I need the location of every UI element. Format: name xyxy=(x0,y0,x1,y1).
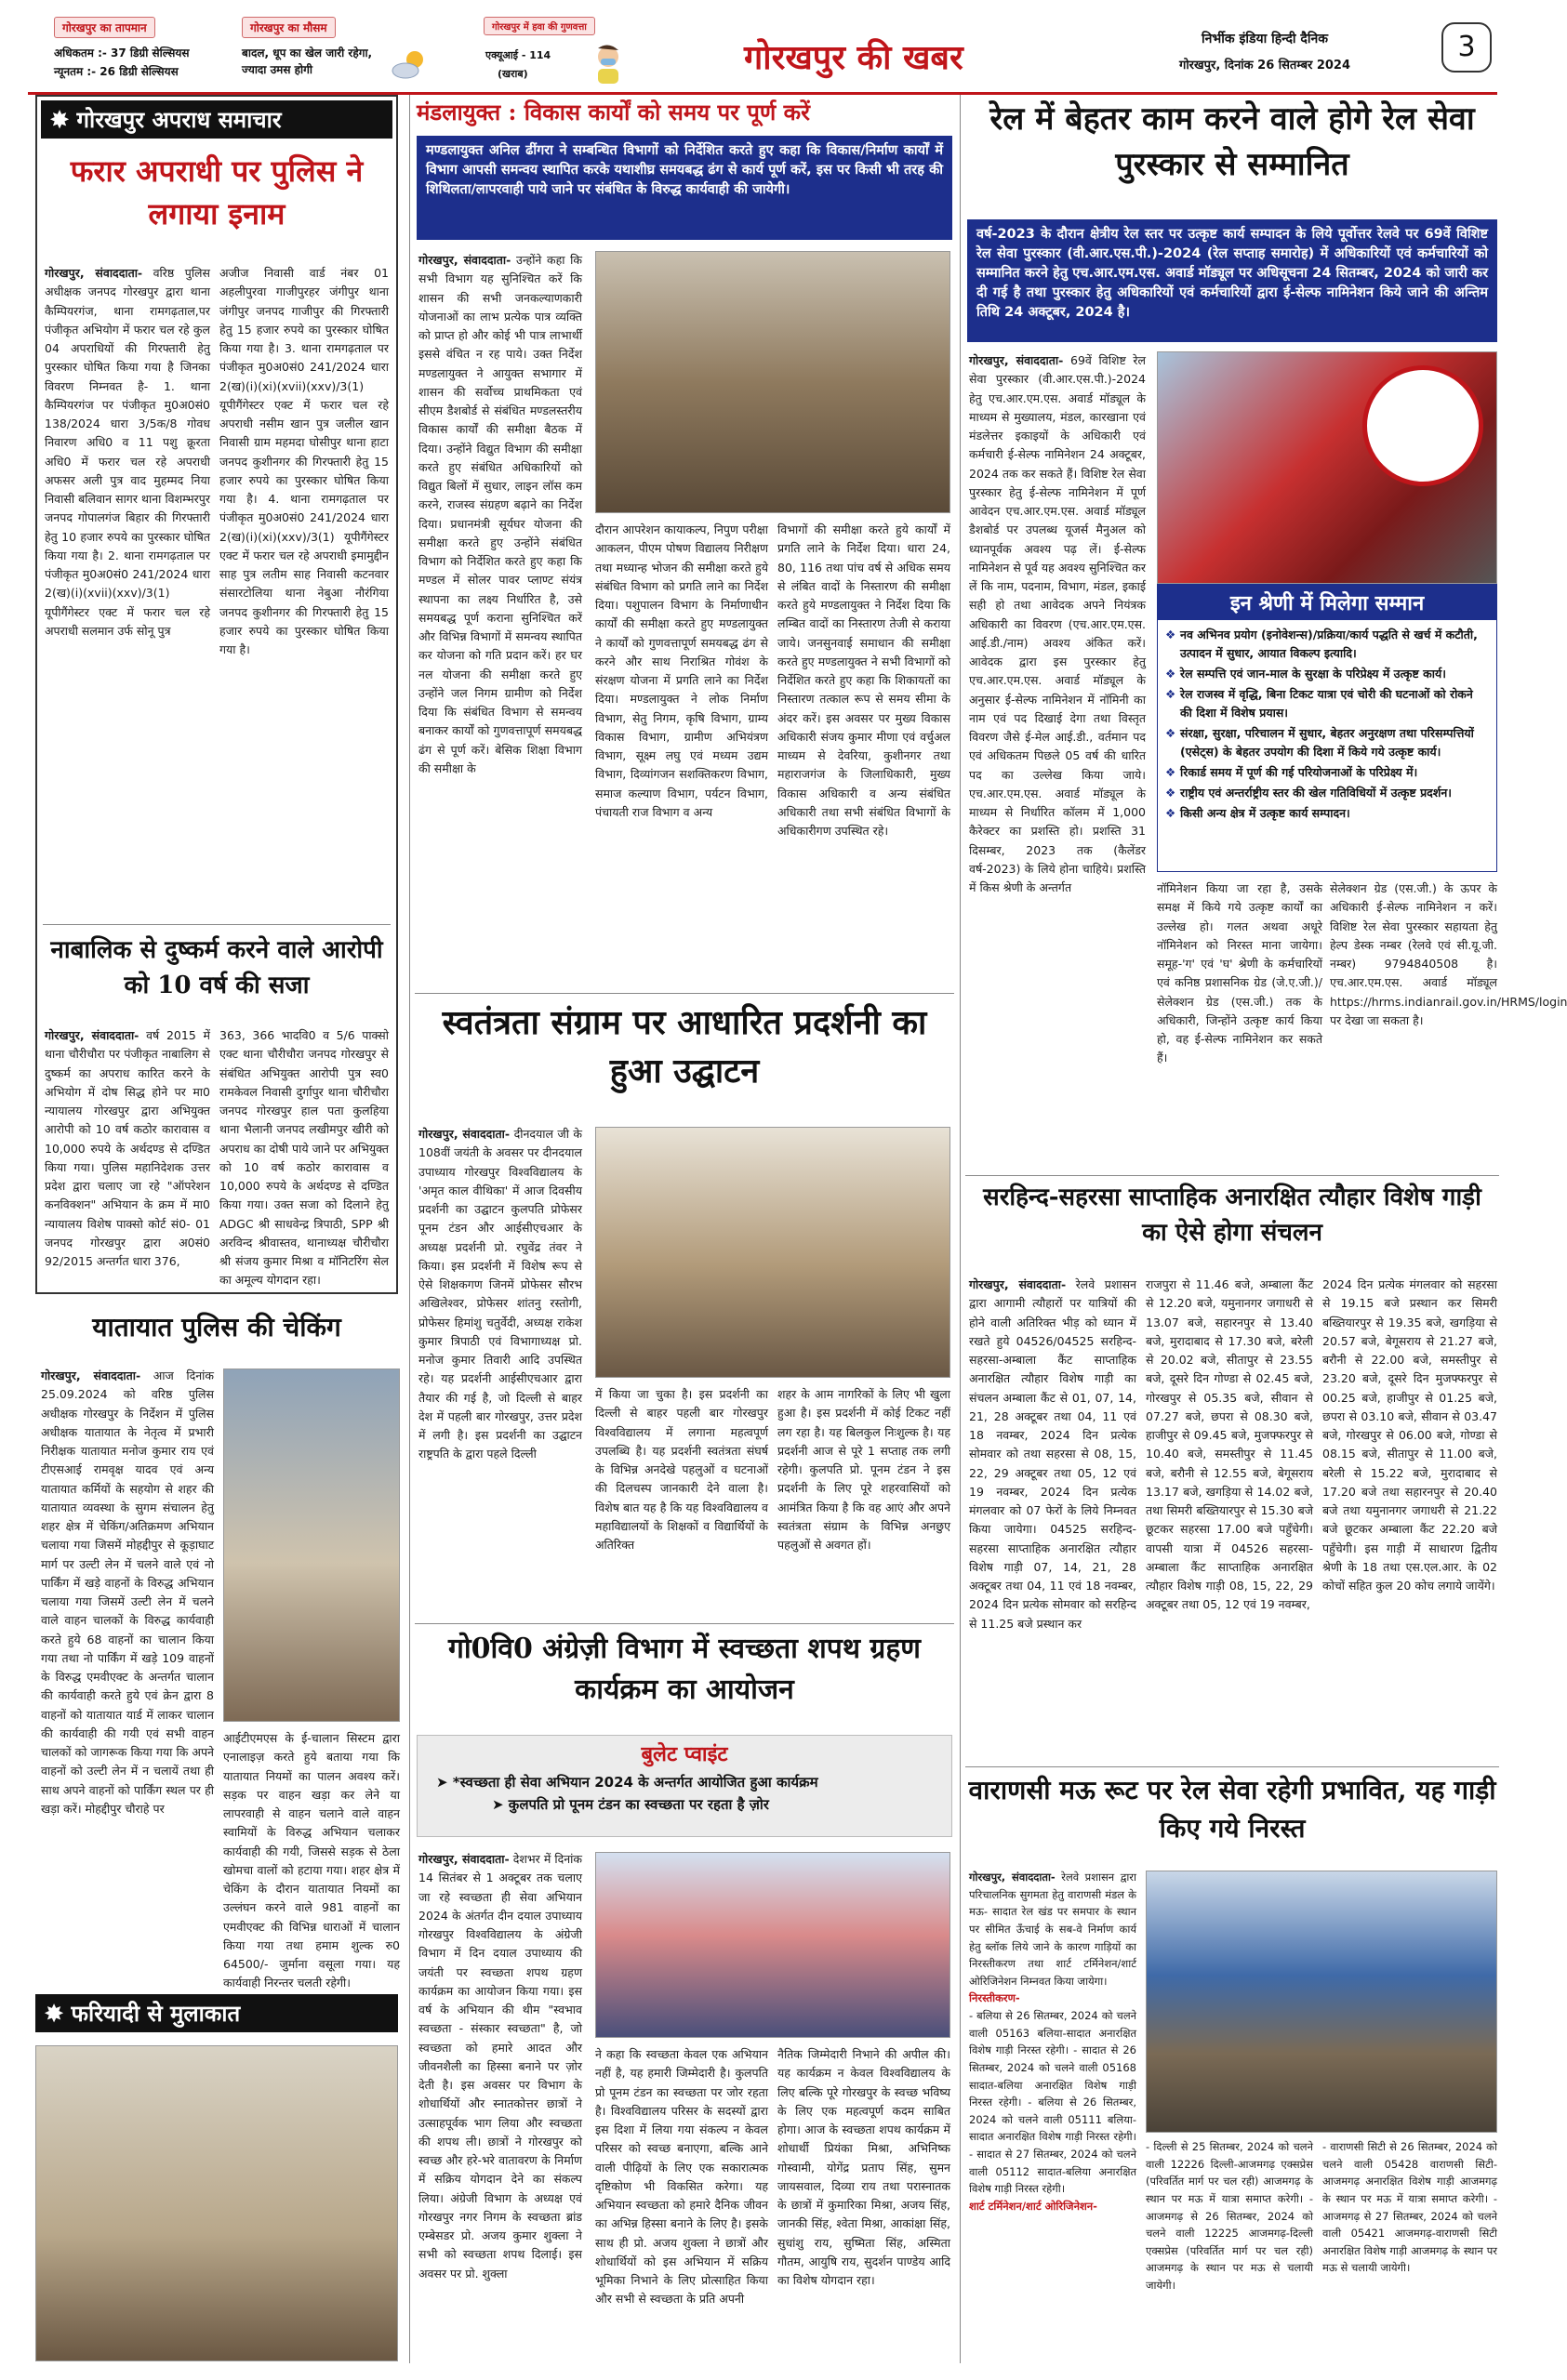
cloud-sun-icon xyxy=(391,48,428,80)
mandal-col2: दौरान आपरेशन कायाकल्प, निपुण परीक्षा आकलन, पीएम पोषण विद्यालय निरीक्षण तथा मध्यान्ह भोजन की समीक्षा करते हुये संबंधित विभाग को प्रगति लाने का निर्देश दिया। पशुपालन विभाग के निर्माणाधीन कार्यों की समीक्षा करते हुए मण्डलायुक्त ने कार्यों को गुणवत्तापूर्ण समयबद्ध ढंग से करने और साथ निराश्रित गोवंश के संरक्षण योजना में प्रगति लाने का निर्देश दिया। मण्डलायुक्त ने लोक निर्माण विभाग, सेतु निगम, कृषि विभाग, ग्राम्य विकास विभाग, ग्रामीण अभियंत्रण विभाग, सूक्ष्म लघु एवं मध्यम उद्यम विभाग, दिव्यांगजन सशक्तिकरण विभाग, समाज कल्याण विभाग, पर्यटन विभाग, पंचायती राज विभाग व अन्य xyxy=(595,522,768,819)
page-number: 3 xyxy=(1441,22,1492,73)
cat-item: ❖ संरक्षा, सुरक्षा, परिचालन में सुधार, बेहतर अनुरक्षण तथा परिसम्पत्तियों (एसेट्स) के बेहतर उपयोग की दिशा में किये गये उत्कृष्ट कार्य। xyxy=(1165,724,1489,761)
temp-label: गोरखपुर का तापमान xyxy=(54,17,155,38)
special-col3: 2024 दिन प्रत्येक मंगलवार को सहरसा से 19.15 बजे प्रस्थान कर सिमरी बख्तियारपुर से 19.35 बजे, खगड़िया से 20.57 बजे, बेगूसराय से 21.27 बजे, बरौनी से 22.00 बजे, समस्तीपुर से 23.20 बजे, दूसरे दिन मुजफ्फरपुर से 00.25 बजे, हाजीपुर से 01.25 बजे, छपरा से 03.10 बजे, सीवान से 03.47 बजे, गोरखपुर से 06.00 बजे, गोण्डा से 08.15 बजे, सीतापुर से 11.00 बजे, बरेली से 15.22 बजे, मुरादाबाद से 17.20 बजे तथा सहारनपुर से 20.40 बजे तथा यमुनानगर जगाधरी से 21.22 बजे छूटकर अम्बाला कैंट 22.20 बजे पहुँचेगी। इस गाड़ी में साधारण द्वितीय श्रेणी के 18 तथा एस.एल.आर. के 02 कोचों सहित कुल 20 कोच लगाये जायेंगे। xyxy=(1322,1277,1497,1593)
special-col1: गोरखपुर, संवाददाता- रेलवे प्रशासन द्वारा आगामी त्यौहारों पर यात्रियों की होने वाली अतिरिक्त भीड़ को ध्यान में रखते हुये 04526/04525 सरहिन्द-सहरसा-अम्बाला कैंट साप्ताहिक अनारक्षित त्यौहार विशेष गाड़ी का संचलन अम्बाला कैंट से 01, 07, 14, 21, 28 अक्टूबर तथा 04, 11 एवं 18 नवम्बर, 2024 दिन प्रत्येक सोमवार को तथा सहरसा से 08, 15, 22, 29 अक्टूबर तथा 05, 12 एवं 19 नवम्बर, 2024 दिन प्रत्येक मंगलवार को 07 फेरों के लिये निम्नवत किया जायेगा। 04525 सरहिन्द-सहरसा साप्ताहिक अनारक्षित त्यौहार विशेष गाड़ी 07, 14, 21, 28 अक्टूबर तथा 04, 11 एवं 18 नवम्बर, 2024 दिन प्रत्येक सोमवार को सरहिन्द से 11.25 बजे प्रस्थान कर xyxy=(969,1277,1136,1631)
english-headline: गो0वि0 अंग्रेज़ी विभाग में स्वच्छता शपथ ग्रहण कार्यक्रम का आयोजन xyxy=(448,1633,921,1706)
rape-col2: 363, 366 भादवि0 व 5/6 पाक्सो एक्ट थाना चौरीचौरा जनपद गोरखपुर से संबंधित अभियुक्त आरोपी पुत्र स्व0 रामकेवल निवासी दुर्गापुर थाना चौरीचौरा जनपद गोरखपुर हाल पता कुलहिया थाना भैलानी जनपद लखीमपुर खीरी को अपराध का दोषी पाये जाने पर अभियुक्त को 10 वर्ष कठोर कारावास व 10,000 रुपये के अर्थदण्ड से दण्डित किया गया। उक्त सजा को दिलाने हेतु ADGC श्री साधवेन्द्र त्रिपाठी, SPP श्री अरविन्द श्रीवास्तव, थानाध्यक्ष चौरीचौरा श्री संजय कुमार मिश्रा व मॉनिटरिंग सेल का अमूल्य योगदान रहा। xyxy=(219,1028,389,1288)
cat-item: ❖ राष्ट्रीय एवं अन्तर्राष्ट्रीय स्तर की खेल गतिविधियों में उत्कृष्ट प्रदर्शन। xyxy=(1165,784,1489,802)
special-col2: राजपुरा से 11.46 बजे, अम्बाला कैंट से 12.20 बजे, यमुनानगर जगाधरी से 13.07 बजे, सहारनपुर से 13.40 बजे, मुरादाबाद से 17.30 बजे, बरेली से 20.02 बजे, सीतापुर से 23.55 बजे, दूसरे दिन गोण्डा से 02.45 बजे, गोरखपुर से 05.35 बजे, सीवान से 07.27 बजे, छपरा से 08.30 बजे, हाजीपुर से 09.45 बजे, मुजफ्फरपुर से 10.40 बजे, समस्तीपुर से 11.45 बजे, बरौनी से 12.55 बजे, बेगूसराय 13.17 बजे, खगड़िया से 14.02 बजे, तथा सिमरी बख्तियारपुर से 15.30 बजे छूटकर सहरसा 17.00 बजे पहुँचेगी। वापसी यात्रा में 04526 सहरसा-अम्बाला कैंट साप्ताहिक अनारक्षित त्यौहार विशेष गाड़ी 08, 15, 22, 29 अक्टूबर तथा 05, 12 एवं 19 नवम्बर, xyxy=(1146,1277,1313,1612)
rail-headline: रेल में बेहतर काम करने वाले होगे रेल सेवा पुरस्कार से सम्मानित xyxy=(989,100,1475,184)
varanasi-col3: - वाराणसी सिटी से 26 सितम्बर, 2024 को चलने वाली 05428 वाराणसी सिटी-आजमगढ़ अनारक्षित विशेष गाड़ी आजमगढ़ के स्थान पर मऊ में यात्रा समाप्त करेगी। - आजमगढ़ से 27 सितम्बर, 2024 को चलने वाली 05421 आजमगढ़-वाराणसी सिटी अनारक्षित विशेष गाड़ी आजमगढ़ के स्थान पर मऊ से चलायी जायेगी। xyxy=(1322,2140,1497,2275)
crime-headline: फरार अपराधी पर पुलिस ने लगाया इनाम xyxy=(70,153,364,232)
english-col1: गोरखपुर, संवाददाता- देशभर में दिनांक 14 सितंबर से 1 अक्टूबर तक चलाए जा रहे स्वच्छता ही सेवा अभियान 2024 के अंतर्गत दीन दयाल उपाध्याय गोरखपुर विश्वविद्यालय के अंग्रेजी विभाग में दिन दयाल उपाध्याय की जयंती पर स्वच्छता शपथ ग्रहण कार्यक्रम का आयोजन किया गया। इस वर्ष के अभियान की थीम "स्वभाव स्वच्छता - संस्कार स्वच्छता" है, जो स्वच्छता को हमारे आदत और जीवनशैली का हिस्सा बनाने पर ज़ोर देती है। इस अवसर पर विभाग के शोधार्थियों और स्नातकोत्तर छात्रों ने उत्साहपूर्वक भाग लिया और स्वच्छता की शपथ ली। छात्रों ने गोरखपुर को स्वच्छ और हरे-भरे वातावरण के निर्माण में सक्रिय योगदान देने का संकल्प लिया। अंग्रेजी विभाग के अध्यक्ष एवं गोरखपुर नगर निगम के स्वच्छता ब्रांड एम्बेसडर प्रो. अजय कुमार शुक्ला ने सभी को स्वच्छता शपथ दिलाई। इस अवसर पर प्रो. शुक्ला xyxy=(418,1852,582,2281)
varanasi-col2: - दिल्ली से 25 सितम्बर, 2024 को चलने वाली 12226 दिल्ली-आजमगढ़ एक्सप्रेस (परिवर्तित मार्ग पर चल रही) आजमगढ़ के स्थान पर मऊ में यात्रा समाप्त करेगी। - आजमगढ़ से 26 सितम्बर, 2024 को चलने वाली 12225 आजमगढ़-दिल्ली एक्सप्रेस (परिवर्तित मार्ग पर चल रही) आजमगढ़ के स्थान पर मऊ से चलायी जायेगी। xyxy=(1146,2140,1313,2292)
aqi-value: एक्यूआई - 114 xyxy=(485,49,551,61)
paper-name: निर्भीक इंडिया हिन्दी दैनिक xyxy=(1202,32,1329,46)
rail-categories xyxy=(1157,584,1497,872)
bullet-2: कुलपति प्रो पूनम टंडन का स्वच्छता पर रहता है ज़ोर xyxy=(508,1796,769,1813)
expo-headline: स्वतंत्रता संग्राम पर आधारित प्रदर्शनी का हुआ उद्घाटन xyxy=(442,1003,927,1091)
fariyadi-band: ✸ फरियादी से मुलाकात xyxy=(35,1994,398,2032)
rape-col1: गोरखपुर, संवाददाता- वर्ष 2015 में थाना चौरीचौरा पर पंजीकृत नाबालिग से दुष्कर्म का अपराध कारित करने के अभियोग में दोष सिद्ध होने पर मा0 न्यायालय गोरखपुर द्वारा अभियुक्त आरोपी को 10 वर्ष कठोर कारावास व 10,000 रुपये के अर्थदण्ड से दण्डित किया गया। पुलिस महानिदेशक उत्तर प्रदेश द्वारा चलाए जा रहे "ऑपरेशन कनविक्शन" अभियान के क्रम में मा0 न्यायालय विशेष पाक्सो कोर्ट सं0- 01 जनपद गोरखपुर द्वारा अ0सं0 92/2015 अन्तर्गत धारा 376, xyxy=(45,1028,210,1268)
mandal-col1: गोरखपुर, संवाददाता- उन्होंने कहा कि सभी विभाग यह सुनिश्चित करें कि शासन की सभी जनकल्याणकारी योजनाओं का लाभ प्रत्येक पात्र व्यक्ति को प्राप्त हो और कोई भी पात्र लाभार्थी इससे वंचित न रह पाये। उक्त निर्देश मण्डलायुक्त ने आयुक्त सभागार में शासन की सर्वोच्च प्राथमिकता एवं सीएम डैशबोर्ड से संबंधित मण्डलस्तरीय विकास कार्यों की समीक्षा बैठक में दिया। उन्होंने विद्युत विभाग की समीक्षा करते हुए संबंधित अधिकारियों को विद्युत बिलों में सुधार, लाइन लॉस कम करने, राजस्व संग्रहण बढ़ाने का निर्देश दिया। प्रधानमंत्री सूर्यघर योजना की समीक्षा करते हुए उन्होंने संबंधित विभाग को निर्देशित करते हुए कहा कि मण्डल में सोलर पावर प्लाण्ट संयंत्र स्थापना का लक्ष्य निर्धारित है, उसे समयबद्ध पूर्ण कराना सुनिश्चित करें और विभिन्न विभागों में समन्वय स्थापित कर योजना को गति प्रदान करें। हर घर नल योजना की समीक्षा करते हुए उन्होंने जल निगम ग्रामीण को निर्देश दिया कि संबंधित विभाग से समन्वय बनाकर कार्यों को गुणवत्तापूर्ण समयबद्ध ढंग से पूर्ण करें। बेसिक शिक्षा विभाग की समीक्षा के xyxy=(418,253,582,775)
bullet-box xyxy=(417,1735,952,1837)
rail-band: वर्ष-2023 के दौरान क्षेत्रीय रेल स्तर पर उत्कृष्ट कार्य सम्पादन के लिये पूर्वोत्तर रेलवे पर 69वें विशिष्ट रेल सेवा पुरस्कार (वी.आर.एस.पी.)-2024 (रेल सप्ताह समारोह) में अधिकारियों एवं कर्मचारियों को सम्मानित करने हेतु एच.आर.एम.एस. अवार्ड मॉड्यूल पर अधिसूचना 24 सितम्बर, 2024 को जारी कर दी गई है तथा पुरस्कार हेतु अधिकारियों एवं कर्मचारियों द्वारा ई-सेल्फ नामिनेशन किये जाने की अन्तिम तिथि 24 अक्टूबर, 2024 है। xyxy=(967,219,1497,342)
masthead: गोरखपुर की खबर xyxy=(744,38,963,77)
varanasi-photo xyxy=(1146,1871,1497,2133)
cat-item: ❖ किसी अन्य क्षेत्र में उत्कृष्ट कार्य सम्पादन। xyxy=(1165,804,1489,823)
aqi-label: गोरखपुर में हवा की गुणवत्ता xyxy=(484,17,595,35)
mandal-col3: विभागों की समीक्षा करते हुये कार्यों में प्रगति लाने के निर्देश दिया। धारा 24, 80, 116 तथा पांच वर्ष से अधिक समय से लंबित वादों के निस्तारण की समीक्षा करते हुये मण्डलायुक्त ने निर्देश दिया कि लम्बित वादों का निस्तारण तेजी से कराया जाये। जनसुनवाई समाधान की समीक्षा करते हुए मण्डलायुक्त ने सभी विभागों को निर्देशित करते हुए कहा कि शिकायतों का निस्तारण तत्काल रूप से समय सीमा के अंदर करें। इस अवसर पर मुख्य विकास अधिकारी संजय कुमार मीणा एवं वर्चुअल माध्यम से देवरिया, कुशीनगर तथा महाराजगंज के जिलाधिकारी, मुख्य विकास अधिकारी व अन्य संबंधित अधिकारी तथा सभी संबंधित विभागों के अधिकारीगण उपस्थित रहे। xyxy=(777,522,950,838)
rail-photo xyxy=(1157,351,1497,584)
traffic-col1: गोरखपुर, संवाददाता- आज दिनांक 25.09.2024 को वरिष्ठ पुलिस अधीक्षक गोरखपुर के निर्देशन में पुलिस अधीक्षक यातायात के नेतृत्व में प्रभारी निरीक्षक यातायात मनोज कुमार राय एवं टीएसआई रामवृक्ष यादव एवं अन्य यातायात कर्मियों के सहयोग से शहर की यातायात व्यवस्था के सुगम संचालन हेतु शहर क्षेत्र में चेकिंग/अतिक्रमण अभियान चलाया गया जिसमें मोहद्दीपुर से कूड़ाघाट मार्ग पर उल्टी लेन में चलने वाले एवं नो पार्किंग में खड़े वाहनों के विरुद्ध अभियान चलाया गया जिसमें उल्टी लेन में चलने वाले वाहन चालकों के विरुद्ध कार्यवाही करते हुये 68 वाहनों का चालान किया गया तथा नो पार्किंग में खड़े 109 वाहनों के विरुद्ध एमवीएक्ट के अन्तर्गत चालान की कार्यवाही करते हुये एवं क्रेन द्वारा 8 वाहनों को यातायात यार्ड में लाकर चालान की कार्यवाही की गयी एवं सभी वाहन चालकों को जागरूक किया गया कि अपने वाहनों को उल्टी लेन में न चलायें तथा ही साथ अपने वाहनों को पार्किंग स्थल पर ही खड़ा करें। मोहद्दीपुर चौराहे पर xyxy=(41,1368,214,1816)
diamond-icon: ➤ xyxy=(436,1774,453,1791)
rail-col3: सेलेक्शन ग्रेड (एस.जी.) के ऊपर के अधिकारी ई-सेल्फ नामिनेशन न करें। विशिष्ट रेल सेवा पुरस्कार सहायता हेतु हेल्प डेस्क नम्बर (रेलवे एवं सी.यू.जी. नम्बर) 9794840508 है। एच.आर.एम.एस. अवार्ड मॉड्यूल https://hrms.indianrail.gov.in/HRMS/login पर देखा जा सकता है। xyxy=(1330,881,1567,1027)
expo-col1: गोरखपुर, संवाददाता- दीनदयाल जी के 108वीं जयंती के अवसर पर दीनदयाल उपाध्याय गोरखपुर विश्वविद्यालय के 'अमृत काल वीथिका' में आज दिवसीय प्रदर्शनी का उद्घाटन कुलपति प्रोफेसर पूनम टंडन और आईसीएचआर के अध्यक्ष प्रदर्शनी प्रो. रघुवेंद्र तंवर ने किया। इस प्रदर्शनी में विशेष रूप से ऐसे शिक्षकगण जिनमें प्रोफेसर सौरभ अखिलेश्वर, प्रोफेसर शांतनु रस्तोगी, प्रोफेसर हिमांशु चतुर्वेदी, अध्यक्ष राकेश कुमार त्रिपाठी एवं विभागाध्यक्ष प्रो. मनोज कुमार तिवारी आदि उपस्थित रहे। यह प्रदर्शनी आईसीएचआर द्वारा तैयार की गई है, जो दिल्ली से बाहर देश में पहली बार गोरखपुर, उत्तर प्रदेश में लगी है। इस प्रदर्शनी का उद्घाटन राष्ट्रपति के द्वारा पहले दिल्ली xyxy=(418,1127,582,1461)
varanasi-sub1: निरस्तीकरण- xyxy=(969,1991,1020,2005)
temp-max: अधिकतम :- 37 डिग्री सेल्सियस xyxy=(54,46,190,60)
cat-item: ❖ रिकार्ड समय में पूर्ण की गई परियोजनाओं के परिप्रेक्ष्य में। xyxy=(1165,763,1489,782)
child-mask-icon xyxy=(591,45,626,84)
crime-section xyxy=(35,95,398,1294)
cat-title: इन श्रेणी में मिलेगा सम्मान xyxy=(1158,585,1496,620)
varanasi-headline: वाराणसी मऊ रूट पर रेल सेवा रहेगी प्रभावित, यह गाड़ी किए गये निरस्त xyxy=(968,1775,1496,1844)
varanasi-col1: गोरखपुर, संवाददाता- रेलवे प्रशासन द्वारा परिचालनिक सुगमता हेतु वाराणसी मंडल के मऊ- सादात रेल खंड पर समपार के स्थान पर सीमित ऊँचाई के सब-वे निर्माण कार्य हेतु ब्लॉक लिये जाने के कारण गाड़ियों का निरस्तीकरण तथा शार्ट टर्मिनेशन/शार्ट ओरिजिनेशन निम्नवत किया जायेगा। निरस्तीकरण- - बलिया से 26 सितम्बर, 2024 को चलने वाली 05163 बलिया-सादात अनारक्षित विशेष गाड़ी निरस्त रहेगी। - सादात से 26 सितम्बर, 2024 को चलने वाली 05168 सादात-बलिया अनारक्षित विशेष गाड़ी निरस्त रहेगी। - बलिया से 26 सितम्बर, 2024 को चलने वाली 05111 बलिया-सादात अनारक्षित विशेष गाड़ी निरस्त रहेगी। - सादात से 27 सितम्बर, 2024 को चलने वाली 05112 सादात-बलिया अनारक्षित विशेष गाड़ी निरस्त रहेगी। शार्ट टर्मिनेशन/शार्ट ओरिजिनेशन- xyxy=(969,1869,1136,2361)
cat-item: ❖ रेल सम्पत्ति एवं जान-माल के सुरक्षा के परिप्रेक्ष्य में उत्कृष्ट कार्य। xyxy=(1165,665,1489,683)
temp-min: न्यूनतम :- 26 डिग्री सेल्सियस xyxy=(54,65,179,78)
mandal-photo xyxy=(595,251,950,513)
crime-col2: अजीज निवासी वार्ड नंबर 01 अहलीपुरवा गाजीपुरहर जंगीपुर थाना जंगीपुर जनपद गाजीपुर की गिरफ्तारी हेतु 15 हजार रुपये का पुरस्कार घोषित किया गया है। 3. थाना रामगढ़ताल पर पंजीकृत मु0अ0सं0 241/2024 धारा 2(ख)(i)(xi)(xvii)(xxv)/3(1) यूपीगैंगेस्टर एक्ट में फरार चल रहे अपराधी नसीम खान पुत्र जलील खान निवासी ग्राम महमदा घोसीपुर थाना हाटा जनपद कुशीनगर की गिरफ्तारी हेतु 15 हजार रुपये का पुरस्कार घोषित किया गया है। 4. थाना रामगढ़ताल पर पंजीकृत मु0अ0सं0 241/2024 धारा 2(ख)(i)(xi)(xxv)/3(1) यूपीगैंगेस्टर एक्ट में फरार चल रहे अपराधी इमामुद्दीन साह पुत्र लतीम साह निवासी कटनवार संसारटोलिया थाना नेबुआ नौरंगिया जनपद कुशीनगर की गिरफ्तारी हेतु 15 हजार रुपये का पुरस्कार घोषित किया गया है। xyxy=(219,266,389,656)
weather-label: गोरखपुर का मौसम xyxy=(242,17,336,38)
rape-headline: नाबालिक से दुष्कर्म करने वाले आरोपी को 10 वर्ष की सजा xyxy=(50,936,383,999)
crime-band: ✸ गोरखपुर अपराध समाचार xyxy=(41,100,392,139)
dateline: गोरखपुर, दिनांक 26 सितम्बर 2024 xyxy=(1179,59,1351,73)
varanasi-sub2: शार्ट टर्मिनेशन/शार्ट ओरिजिनेशन- xyxy=(969,2199,1097,2213)
mandal-headline: मंडलायुक्त : विकास कार्यों को समय पर पूर्ण करें xyxy=(417,99,810,126)
aqi-status: (खराब) xyxy=(498,68,528,80)
bullet-title: बुलेट प्वाइंट xyxy=(641,1742,728,1766)
expo-col2: में किया जा चुका है। इस प्रदर्शनी का दिल्ली से बाहर पहली बार गोरखपुर विश्वविद्यालय में लगाना महत्वपूर्ण उपलब्धि है। यह प्रदर्शनी स्वतंत्रता संघर्ष के विभिन्न अनदेखे पहलुओं व घटनाओं की दिलचस्प जानकारी देने वाला है। विशेष बात यह है कि यह विश्वविद्यालय व महाविद्यालयों के शिक्षकों व विद्यार्थियों के अतिरिक्त xyxy=(595,1387,768,1552)
expo-photo xyxy=(595,1127,950,1378)
english-col2: ने कहा कि स्वच्छता केवल एक अभियान नहीं है, यह हमारी जिम्मेदारी है। कुलपति प्रो पूनम टंडन का स्वच्छता पर जोर रहता है। विश्वविद्यालय परिसर के सदस्यों द्वारा इस दिशा में लिया गया संकल्प न केवल परिसर को स्वच्छ बनाएगा, बल्कि आने वाली पीढ़ियों के लिए एक सकारात्मक दृष्टिकोण भी विकसित करेगा। यह अभियान स्वच्छता को हमारे दैनिक जीवन का अभिन्न हिस्सा बनाने के लिए है। इसके साथ ही प्रो. अजय शुक्ला ने छात्रों और शोधार्थियों को इस अभियान में सक्रिय भूमिका निभाने के लिए प्रोत्साहित किया और सभी से स्वच्छता के प्रति अपनी xyxy=(595,2047,768,2307)
bullet-1: *स्वच्छता ही सेवा अभियान 2024 के अन्तर्गत आयोजित हुआ कार्यक्रम xyxy=(452,1774,818,1791)
traffic-photo xyxy=(223,1368,400,1722)
english-photo xyxy=(595,1852,950,2038)
fariyadi-photo xyxy=(35,2045,398,2361)
star-icon: ✸ xyxy=(50,106,77,133)
traffic-col2: आईटीएमएस के ई-चालान सिस्टम द्वारा एनालाइज़ करते हुये बताया गया कि यातायात नियमों का पालन अवश्य करें। सड़क पर वाहन खड़ा कर लेने या लापरवाही से वाहन चलाने वाले वाहन स्वामियों के विरुद्ध अभियान चलाकर कार्यवाही की गयी, जिससे सड़क से ठेला खोमचा वालों को हटाया गया। शहर क्षेत्र में चेकिंग के दौरान यातायात नियमों का उल्लंघन करने वाले 981 वाहनों का एमवीएक्ट की विभिन्न धाराओं में चालान किया गया तथा हमाम शुल्क रु0 64500/- जुर्माना वसूला गया। यह कार्यवाही निरन्तर चलती रहेगी। xyxy=(223,1731,400,1990)
cat-item: ❖ नव अभिनव प्रयोग (इनोवेशन्स)/प्रक्रिया/कार्य पद्धति से खर्च में कटौती, उत्पादन में सुधार, आयात विकल्प इत्यादि। xyxy=(1165,626,1489,663)
english-col3: नैतिक जिम्मेदारी निभाने की अपील की। यह कार्यक्रम न केवल विश्वविद्यालय के लिए बल्कि पूरे गोरखपुर के स्वच्छ भविष्य के लिए एक महत्वपूर्ण कदम साबित होगा। आज के स्वच्छता शपथ कार्यक्रम में शोधार्थी प्रियंका मिश्रा, अभिनिष्क गोस्वामी, योगेंद्र प्रताप सिंह, सुमन जायसवाल, दिव्या राय तथा परास्नातक के छात्रों में कुमारिका मिश्रा, अजय सिंह, जानकी सिंह, श्वेता मिश्रा, आकांक्षा सिंह, सुधांशु राय, सुष्मिता सिंह, अस्मिता गौतम, आयुषि राय, सुदर्शन पाण्डेय आदि का विशेष योगदान रहा। xyxy=(777,2047,950,2287)
mandal-band: मण्डलायुक्त अनिल ढींगरा ने सम्बन्धित विभागों को निर्देशित करते हुए कहा कि विकास/निर्माण कार्यों में विभाग आपसी समन्वय स्थापित करके यथाशीघ्र समयबद्ध ढंग से कार्य पूर्ण करें, इस पर किसी भी तरह की शिथिलता/लापरवाही पाये जाने पर संबंधित के विरुद्ध कार्यवाही की जायेगी। xyxy=(417,136,952,240)
cat-item: ❖ रेल राजस्व में वृद्धि, बिना टिकट यात्रा एवं चोरी की घटनाओं को रोकने की दिशा में विशेष प्रयास। xyxy=(1165,685,1489,722)
rail-col2: नॉमिनेशन किया जा रहा है, उसके समक्ष में किये गये उत्कृष्ट कार्यों का उल्लेख हो। गलत अथवा अधूरे नॉमिनेशन को निरस्त माना जायेगा। समूह-'ग' एवं 'घ' श्रेणी के कर्मचारियों एवं कनिष्ठ प्रशासनिक ग्रेड (जे.ए.जी.)/सेलेक्शन ग्रेड (एस.जी.) तक के अधिकारी, जिन्होंने उत्कृष्ट कार्य किया हो, वह ई-सेल्फ नामिनेशन कर सकते हैं। xyxy=(1157,881,1322,1065)
diamond-icon: ➤ xyxy=(492,1796,509,1813)
traffic-headline: यातायात पुलिस की चेकिंग xyxy=(92,1312,341,1342)
star-icon: ✸ xyxy=(45,2000,72,2027)
indian-railways-logo xyxy=(1362,365,1483,486)
expo-col3: शहर के आम नागरिकों के लिए भी खुला हुआ है। इस प्रदर्शनी में कोई टिकट नहीं लग रहा है। यह बिलकुल निःशुल्क है। यह प्रदर्शनी आज से पूरे 1 सप्ताह तक लगी रहेगी। कुलपति प्रो. पूनम टंडन ने इस प्रदर्शनी के लिए पूरे शहरवासियों को आमंत्रित किया है कि वह आएं और अपने स्वतंत्रता संग्राम के विभिन्न अनछुए पहलुओं से अवगत हों। xyxy=(777,1387,950,1552)
rail-col1: गोरखपुर, संवाददाता- 69वें विशिष्ट रेल सेवा पुरस्कार (वी.आर.एस.पी.)-2024 हेतु एच.आर.एम.एस. अवार्ड मॉड्यूल के माध्यम से मुख्यालय, मंडल, कारखाना एवं मंडलेत्तर इकाइयों के अधिकारी एवं कर्मचारी ई-सेल्फ नामिनेशन 24 अक्टूबर, 2024 तक कर सकते हैं। विशिष्ट रेल सेवा पुरस्कार हेतु ई-सेल्फ नामिनेशन में पूर्ण आवेदन एच.आर.एम.एस. अवार्ड मॉड्यूल डैशबोर्ड पर उपलब्ध यूजर्स मैनुअल को ध्यानपूर्वक अवश्य पढ़ लें। ई-सेल्फ नामिनेशन से पूर्व यह अवश्य सुनिश्चित कर लें कि नाम, पदनाम, विभाग, मंडल, इकाई सही हो तथा आवेदक अपने नियंत्रक अधिकारी का विवरण (एच.आर.एम.एस. आई.डी./नाम) अवश्य अंकित करें। आवेदक द्वारा इस पुरस्कार हेतु एच.आर.एम.एस. अवार्ड मॉड्यूल के अनुसार ई-सेल्फ नामिनेशन में नॉमिनी का नाम एवं पद दिखाई देगा तथा विस्तृत विवरण जैसे ई-मेल आई.डी., वर्तमान पद एवं अधिकतम पिछले 05 वर्ष की धारित पद का उल्लेख किया जाये। एच.आर.एम.एस. अवार्ड मॉड्यूल के माध्यम से निर्धारित कॉलम में 1,000 कैरेक्टर का प्रशस्ति हो। प्रशस्ति 31 दिसम्बर, 2023 तक (कैलेंडर वर्ष-2023) के लिये होना चाहिये। प्रशस्ति में किस श्रेणी के अन्तर्गत xyxy=(969,353,1146,894)
weather-text: बादल, धूप का खेल जारी रहेगा, ज्यादा उमस होगी xyxy=(242,46,373,76)
crime-col1: गोरखपुर, संवाददाता- वरिष्ठ पुलिस अधीक्षक जनपद गोरखपुर द्वारा थाना कैम्पियरगंज, थाना रामगढ़ताल,पर पंजीकृत अभियोग में फरार चल रहे कुल 04 अपराधियों की गिरफ्तारी हेतु पुरस्कार घोषित किया गया है जिनका विवरण निम्नवत है- 1. थाना कैम्पियरगंज पर पंजीकृत मु0अ0सं0 138/2024 धारा 3/5क/8 गोवध निवारण अधि0 व 11 पशु क्रूरता अधि0 में फरार चल रहे अपराधी अफसर अली पुत्र वाद मुहम्मद निया निवासी बलिवान सागर थाना विशम्भरपुर जनपद गोपालगंज बिहार की गिरफ्तारी हेतु 10 हजार रुपये का पुरस्कार घोषित किया गया है। 2. थाना रामगढ़ताल पर पंजीकृत मु0अ0सं0 241/2024 धारा 2(ख)(i)(xvii)(xxv)/3(1) यूपीगैंगेस्टर एक्ट में फरार चल रहे अपराधी सलमान उर्फ सोनू पुत्र xyxy=(45,266,210,638)
special-headline: सरहिन्द-सहरसा साप्ताहिक अनारक्षित त्यौहार विशेष गाड़ी का ऐसे होगा संचलन xyxy=(983,1183,1481,1247)
header-bar xyxy=(28,13,1497,95)
